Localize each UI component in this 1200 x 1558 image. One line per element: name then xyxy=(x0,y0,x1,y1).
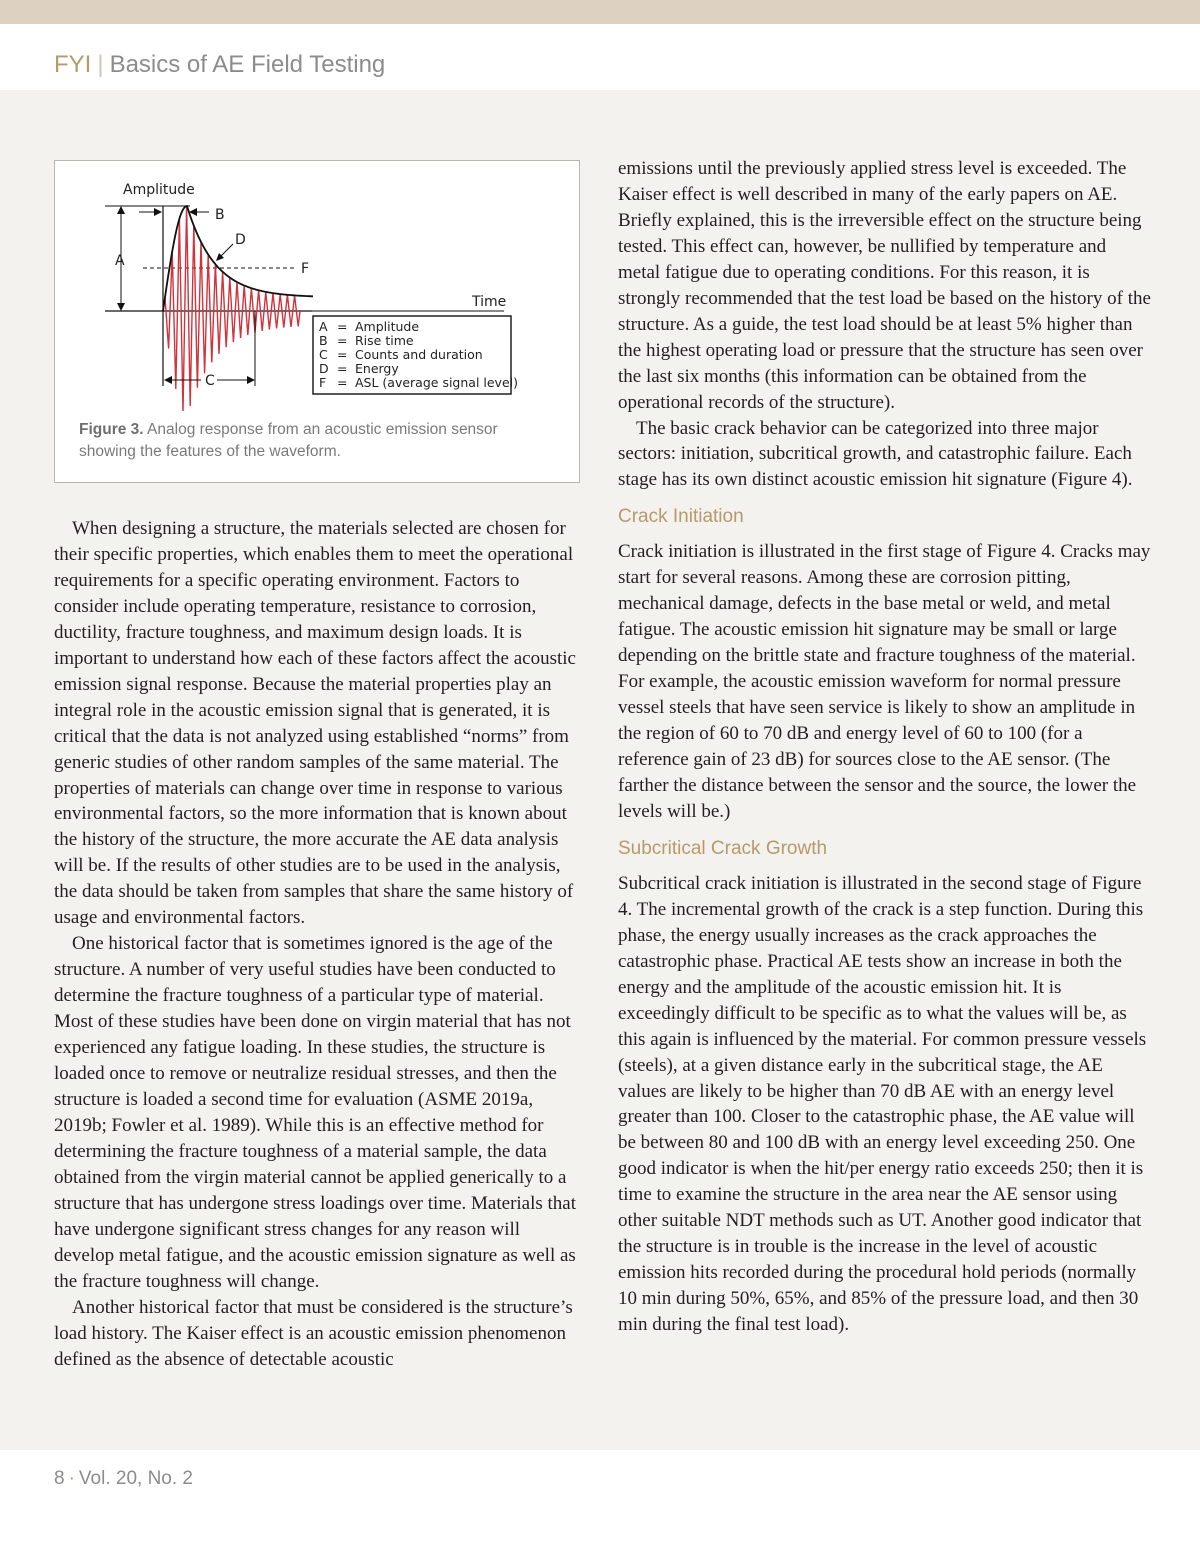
legend-eq: = xyxy=(337,333,348,348)
page-number: 8 xyxy=(54,1468,65,1489)
legend-key: C xyxy=(319,347,328,362)
legend-eq: = xyxy=(337,375,348,390)
section-label: FYI xyxy=(54,51,92,78)
body-paragraph: Subcritical crack initiation is illustrated in the second stage of Figure 4. The incremental growth of the crack is a step function. During this phase, the energy usually increases as the crack approaches the catastrophic phase. Practical AE tests show an increase in both the energy and the amplitude of the acoustic emission hit. It is exceedingly difficult to be specific as to what the values will be, as this again is influenced by the material. For common pressure vessels (steels), at a given distance early in the subcritical stage, the AE values are likely to be higher than 70 dB AE with an energy level greater than 100. Closer to the catastrophic phase, the AE value will be between 80 and 100 dB with an energy level exceeding 250. One good indicator is when the hit/per energy ratio exceeds 250; then it is time to examine the structure in the area near the AE sensor using other suitable NDT methods such as UT. Another good indicator that the structure is in trouble is the increase in the level of acoustic emission hits recorded during the procedural hold periods (normally 10 min during 50%, 65%, and 85% of the pressure load, and then 30 min during the final test load). xyxy=(618,872,1147,1336)
running-head xyxy=(54,52,385,78)
marker-f: F xyxy=(301,261,310,277)
body-paragraph: One historical factor that is sometimes ignored is the age of the structure. A number of very useful studies have been conducted to determine the fracture toughness of a particular type of material. Most of these studies have been done on virgin material that has not experienced any fatigue loading. In these studies, the structure is loaded once to remove or neutralize residual stresses, and then the structure is loaded a second time for evaluation (ASME 2019a, 2019b; Fowler et al. 1989). While this is an effective method for determining the fracture toughness of a material sample, the data obtained from the virgin material cannot be applied generically to a structure that has undergone stress loadings over time. Materials that have undergone significant stress changes for any reason will develop metal fatigue, and the acoustic emission signature as well as the fracture toughness will change. xyxy=(54,933,577,1292)
section-heading: Crack Initiation xyxy=(618,506,744,528)
right-column xyxy=(618,156,1152,1338)
legend-key: F xyxy=(319,375,327,390)
folio-separator: · xyxy=(68,1468,75,1489)
marker-c: C xyxy=(205,373,215,389)
arrowhead xyxy=(117,206,125,214)
arrowhead xyxy=(117,303,125,311)
body-paragraph: Another historical factor that must be considered is the structure’s load history. The Kaiser effect is an acoustic emission phenomenon defined as the absence of detectable acoustic xyxy=(54,1296,573,1370)
folio xyxy=(54,1468,193,1490)
marker-a: A xyxy=(115,253,125,269)
section-heading: Subcritical Crack Growth xyxy=(618,837,828,859)
legend-key: B xyxy=(319,333,328,348)
header-title: Basics of AE Field Testing xyxy=(109,51,386,78)
page-header xyxy=(0,24,1200,90)
left-column xyxy=(54,516,584,1372)
legend-eq: = xyxy=(337,361,348,376)
time-axis-label: Time xyxy=(472,294,507,310)
marker-d: D xyxy=(235,232,246,248)
legend-label: ASL (average signal level) xyxy=(355,375,518,390)
legend-eq: = xyxy=(337,347,348,362)
legend-label: Rise time xyxy=(355,333,414,348)
figure-label: Figure 3. xyxy=(79,421,144,438)
body-paragraph: The basic crack behavior can be categorized into three major sectors: initiation, subcritical growth, and catastrophic failure. Each stage has its own distinct acoustic emission hit signature (Figure 4). xyxy=(618,417,1133,491)
figure-caption xyxy=(79,419,549,463)
amplitude-axis-label: Amplitude xyxy=(123,182,195,198)
body-paragraph: emissions until the previously applied stress level is exceeded. The Kaiser effect is well described in many of the early papers on AE. Briefly explained, this is the irreversible effect on the structure being tested. This effect can, however, be nullified by temperature and metal fatigue due to operating conditions. For this reason, it is strongly recommended that the test load be based on the history of the structure. As a guide, the test load should be at least 5% higher than the highest operating load or pressure that the structure has seen over the last six months (this information can be obtained from the operational records of the structure). xyxy=(618,158,1151,413)
legend-eq: = xyxy=(337,319,348,334)
legend-key: D xyxy=(319,361,329,376)
issue-label: Vol. 20, No. 2 xyxy=(78,1468,193,1489)
top-color-band xyxy=(0,0,1200,24)
arrowhead xyxy=(154,208,162,216)
arrowhead xyxy=(247,376,255,384)
marker-b: B xyxy=(215,207,225,223)
legend-label: Energy xyxy=(355,361,399,376)
figure-3 xyxy=(54,160,580,483)
figure-caption-text: Analog response from an acoustic emission sensor showing the features of the waveform. xyxy=(79,421,498,460)
header-divider: | xyxy=(97,51,104,78)
arrowhead xyxy=(164,376,172,384)
body-paragraph: Crack initiation is illustrated in the first stage of Figure 4. Cracks may start for several reasons. Among these are corrosion pitting, mechanical damage, defects in the base metal or weld, and metal fatigue. The acoustic emission hit signature may be small or large depending on the brittle state and fracture toughness of the material. For example, the acoustic emission waveform for normal pressure vessel steels that have seen service is likely to show an amplitude in the region of 60 to 70 dB and energy level of 60 to 100 (for a reference gain of 23 dB) for sources close to the AE sensor. (The farther the distance between the sensor and the source, the lower the levels will be.) xyxy=(618,541,1151,822)
legend-label: Counts and duration xyxy=(355,347,483,362)
page-footer xyxy=(0,1450,1200,1558)
legend-key: A xyxy=(319,319,328,334)
waveform-diagram xyxy=(55,161,581,411)
body-paragraph: When designing a structure, the materials selected are chosen for their specific properties, which enables them to meet the operational requirements for a specific operating environment. Factors to consider include operating temperature, resistance to corrosion, ductility, fracture toughness, and maximum design loads. It is important to understand how each of these factors affect the acoustic emission signal response. Because the material properties play an integral role in the acoustic emission signal that is generated, it is critical that the data is not analyzed using established “norms” from generic studies of other random samples of the same material. The properties of materials can change over time in response to various environmental factors, so the more information that is known about the history of the structure, the more accurate the AE data analysis will be. If the results of other studies are to be used in the analysis, the data should be taken from samples that share the same history of usage and environmental factors. xyxy=(54,518,576,929)
legend-label: Amplitude xyxy=(355,319,420,334)
